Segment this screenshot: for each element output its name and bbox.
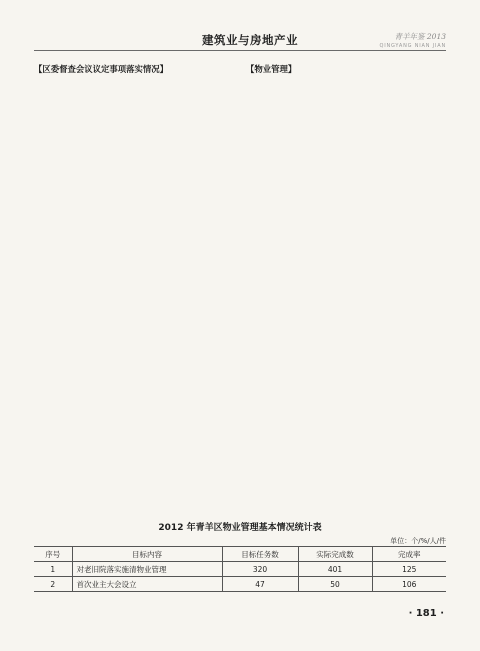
table-cell: 125: [372, 562, 446, 577]
table-header-cell: 实际完成数: [298, 547, 372, 562]
table-cell: 320: [222, 562, 298, 577]
right-column: [246, 62, 446, 514]
table-cell: 106: [372, 577, 446, 592]
table-cell: 2: [34, 577, 72, 592]
section-tag-property: 【物业管理】: [246, 64, 297, 74]
table-row: [34, 577, 446, 592]
table-title: 2012 年青羊区物业管理基本情况统计表: [158, 523, 322, 533]
table-cell: 对老旧院落实施清物业管理: [72, 562, 222, 577]
table-header-cell: 目标内容: [72, 547, 222, 562]
page-number: · 181 ·: [408, 608, 444, 619]
section-tag-supervision: 【区委督查会议议定事项落实情况】: [34, 64, 168, 74]
table-header-cell: 完成率: [372, 547, 446, 562]
table-header-cell: 目标任务数: [222, 547, 298, 562]
table-cell: 首次业主大会设立: [72, 577, 222, 592]
stats-table: [34, 546, 446, 592]
table-unit: 单位：个/%/人/件: [390, 537, 446, 545]
header-section-title: 建筑业与房地产业: [202, 33, 298, 47]
header-rule: [34, 50, 446, 51]
table-cell: 50: [298, 577, 372, 592]
table-cell: 401: [298, 562, 372, 577]
left-para-5: [34, 62, 234, 77]
table-header-cell: 序号: [34, 547, 72, 562]
yearbook-mark-en: QINGYANG NIAN JIAN: [379, 43, 446, 49]
yearbook-mark: [336, 31, 446, 49]
right-para-3: [246, 62, 446, 77]
left-column: [34, 62, 234, 514]
table-cell: 1: [34, 562, 72, 577]
yearbook-mark-text: 青羊年鉴 2013: [394, 32, 446, 41]
page-header: [34, 26, 446, 52]
table-cell: 47: [222, 577, 298, 592]
table-row: [34, 562, 446, 577]
table-header-row: [34, 547, 446, 562]
